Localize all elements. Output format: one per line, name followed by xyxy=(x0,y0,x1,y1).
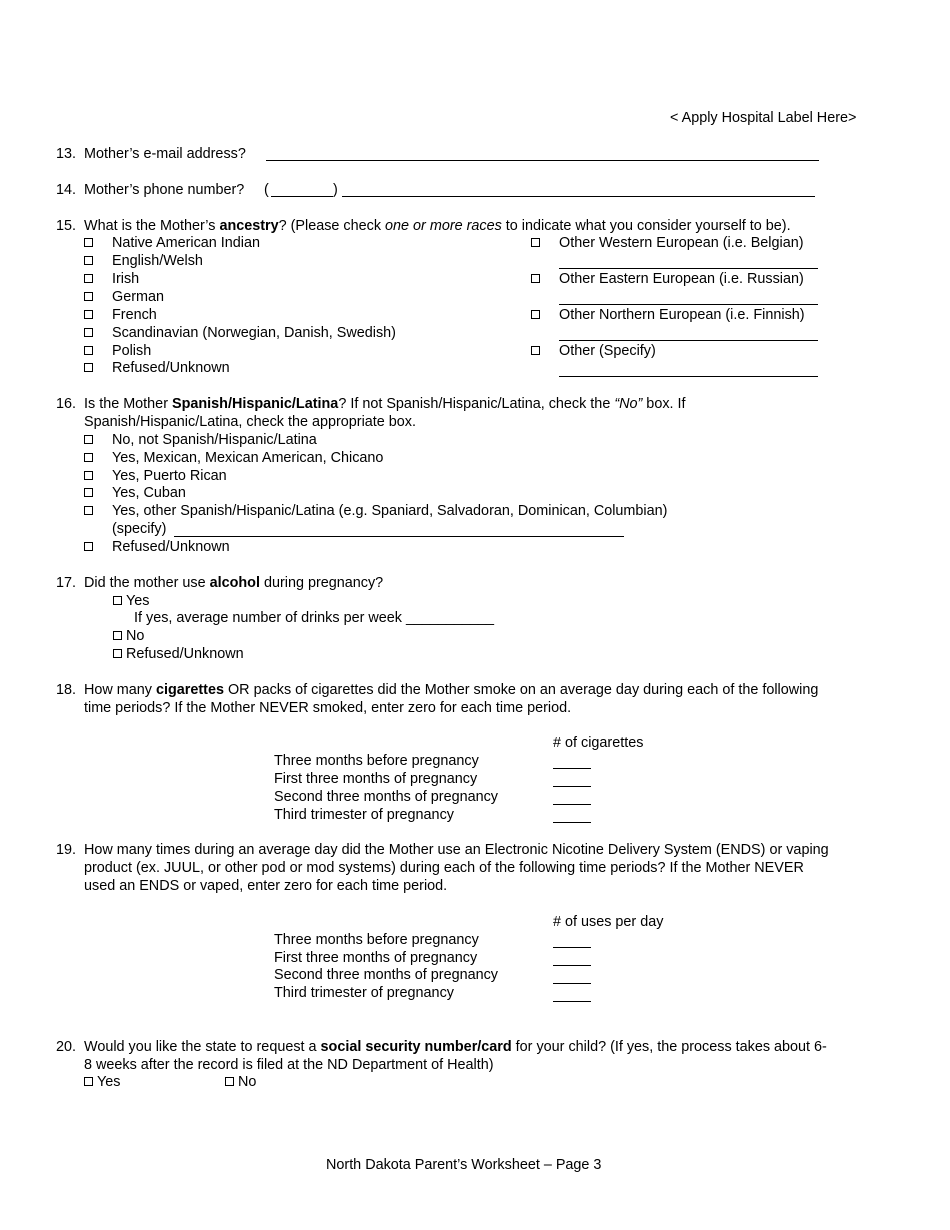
q15-question xyxy=(84,217,791,235)
q18-question-line2: time periods? If the Mother NEVER smoked, enter zero for each time period. xyxy=(84,700,572,716)
checkbox[interactable] xyxy=(84,1077,93,1086)
specify-field[interactable] xyxy=(559,267,818,269)
area-code-field[interactable] xyxy=(271,195,333,197)
q15-text-pre: What is the Mother’s xyxy=(84,218,220,234)
q19-question-line1: How many times during an average day did the Mother use an Electronic Nicotine Delivery System (ENDS) or vaping xyxy=(84,842,829,858)
checkbox[interactable] xyxy=(84,292,93,301)
cigarettes-field[interactable] xyxy=(553,785,591,787)
option-label: French xyxy=(112,307,157,323)
checkbox[interactable] xyxy=(84,453,93,462)
option-label: Yes, other Spanish/Hispanic/Latina (e.g. Spaniard, Salvadoran, Dominican, Columbian) xyxy=(112,503,668,519)
q18-text-bold: cigarettes xyxy=(155,682,224,698)
q20-question xyxy=(84,1038,827,1056)
option-label: Refused/Unknown xyxy=(126,646,244,662)
checkbox[interactable] xyxy=(84,328,93,337)
checkbox[interactable] xyxy=(531,346,540,355)
ancestry-option[interactable] xyxy=(531,234,804,252)
option-label: Scandinavian (Norwegian, Danish, Swedish) xyxy=(112,325,396,341)
q20-question-line2: 8 weeks after the record is filed at the ND Department of Health) xyxy=(84,1057,494,1073)
option-label: Native American Indian xyxy=(112,235,260,251)
q16-question xyxy=(84,395,686,413)
period-label: Three months before pregnancy xyxy=(274,753,479,769)
ancestry-option[interactable] xyxy=(84,359,230,377)
checkbox[interactable] xyxy=(113,631,122,640)
option-label: Polish xyxy=(112,343,152,359)
q15-text-bold: ancestry xyxy=(219,218,279,234)
q16-number: 16. xyxy=(56,396,77,412)
specify-field[interactable] xyxy=(559,303,818,305)
option-label: Other Eastern European (i.e. Russian) xyxy=(559,271,804,287)
option-label: No xyxy=(238,1074,257,1090)
ancestry-option[interactable] xyxy=(84,252,203,270)
option-label: No xyxy=(126,628,145,644)
checkbox[interactable] xyxy=(84,238,93,247)
checkbox[interactable] xyxy=(84,471,93,480)
specify-field[interactable] xyxy=(559,375,818,377)
phone-number-field[interactable] xyxy=(342,195,815,197)
cigarettes-column-header: # of cigarettes xyxy=(553,735,644,751)
option-label: Yes, Puerto Rican xyxy=(112,468,227,484)
checkbox[interactable] xyxy=(84,488,93,497)
q16-text-bold: Spanish/Hispanic/Latina xyxy=(171,396,339,412)
period-label: First three months of pregnancy xyxy=(274,950,478,966)
q19-question-line2: product (ex. JUUL, or other pod or mod systems) during each of the following time periods? If the Mother NEVER xyxy=(84,860,804,876)
q14-label: Mother’s phone number? xyxy=(84,182,245,198)
ancestry-option[interactable] xyxy=(84,234,260,252)
alcohol-no-option[interactable] xyxy=(113,627,144,645)
q19-number: 19. xyxy=(56,842,77,858)
area-code-close: ) xyxy=(333,182,338,198)
q19-question-line3: used an ENDS or vaped, enter zero for each time period. xyxy=(84,878,448,894)
specify-label: (specify) xyxy=(112,521,167,537)
q15-text-mid: ? (Please check xyxy=(278,218,386,234)
checkbox[interactable] xyxy=(531,274,540,283)
period-label: Second three months of pregnancy xyxy=(274,789,498,805)
q20-text-bold: social security number/card xyxy=(320,1039,512,1055)
q15-number: 15. xyxy=(56,218,77,234)
q18-question xyxy=(84,681,818,699)
checkbox[interactable] xyxy=(84,274,93,283)
hispanic-specify-field[interactable] xyxy=(174,535,624,537)
hispanic-option[interactable] xyxy=(84,484,186,502)
option-label: Refused/Unknown xyxy=(112,360,230,376)
q16-text-post: box. If xyxy=(642,396,686,412)
q14-number: 14. xyxy=(56,182,77,198)
specify-field[interactable] xyxy=(559,339,818,341)
option-label: Irish xyxy=(112,271,140,287)
option-label: Yes xyxy=(97,1074,121,1090)
ancestry-option[interactable] xyxy=(84,324,396,342)
q16-text-mid: ? If not Spanish/Hispanic/Latina, check the xyxy=(338,396,615,412)
period-label: Third trimester of pregnancy xyxy=(274,985,454,1001)
option-label: English/Welsh xyxy=(112,253,203,269)
drinks-per-week-prompt: If yes, average number of drinks per week ___________ xyxy=(134,610,494,626)
option-label: Refused/Unknown xyxy=(112,539,230,555)
option-label: Yes, Mexican, Mexican American, Chicano xyxy=(112,450,384,466)
checkbox[interactable] xyxy=(531,310,540,319)
option-label: Other (Specify) xyxy=(559,343,656,359)
q13-label: Mother’s e-mail address? xyxy=(84,146,246,162)
period-label: First three months of pregnancy xyxy=(274,771,478,787)
email-field[interactable] xyxy=(266,159,819,161)
ancestry-option[interactable] xyxy=(84,306,157,324)
q16-question-line2: Spanish/Hispanic/Latina, check the appropriate box. xyxy=(84,414,416,430)
ancestry-option[interactable] xyxy=(531,270,804,288)
option-label: Other Western European (i.e. Belgian) xyxy=(559,235,804,251)
ancestry-option[interactable] xyxy=(84,270,140,288)
ancestry-option[interactable] xyxy=(531,306,805,324)
option-label: Other Northern European (i.e. Finnish) xyxy=(559,307,805,323)
q20-number: 20. xyxy=(56,1039,77,1055)
q17-text-bold: alcohol xyxy=(209,575,260,591)
cigarettes-field[interactable] xyxy=(553,821,591,823)
hospital-label-placeholder: < Apply Hospital Label Here> xyxy=(670,110,857,126)
uses-field[interactable] xyxy=(553,946,591,948)
uses-field[interactable] xyxy=(553,964,591,966)
period-label: Three months before pregnancy xyxy=(274,932,479,948)
checkbox[interactable] xyxy=(84,363,93,372)
period-label: Second three months of pregnancy xyxy=(274,967,498,983)
hispanic-option[interactable] xyxy=(84,431,317,449)
q17-number: 17. xyxy=(56,575,77,591)
q20-text-post: for your child? (If yes, the process takes about 6- xyxy=(511,1039,827,1055)
q17-text-post: during pregnancy? xyxy=(259,575,384,591)
checkbox[interactable] xyxy=(84,346,93,355)
period-label: Third trimester of pregnancy xyxy=(274,807,454,823)
alcohol-yes-option[interactable] xyxy=(113,592,149,610)
option-label: Yes, Cuban xyxy=(112,485,186,501)
q13-number: 13. xyxy=(56,146,77,162)
cigarettes-field[interactable] xyxy=(553,767,591,769)
checkbox[interactable] xyxy=(84,506,93,515)
q16-text-pre: Is the Mother xyxy=(84,396,172,412)
area-code-open: ( xyxy=(264,182,269,198)
hispanic-option[interactable] xyxy=(84,467,227,485)
ancestry-option[interactable] xyxy=(84,288,164,306)
option-label: No, not Spanish/Hispanic/Latina xyxy=(112,432,317,448)
q15-text-post: to indicate what you consider yourself to be). xyxy=(501,218,791,234)
hispanic-option[interactable] xyxy=(84,449,384,467)
q16-text-italic: “No” xyxy=(614,396,643,412)
option-label: German xyxy=(112,289,164,305)
q17-text-pre: Did the mother use xyxy=(84,575,210,591)
checkbox[interactable] xyxy=(113,596,122,605)
uses-field[interactable] xyxy=(553,982,591,984)
cigarettes-field[interactable] xyxy=(553,803,591,805)
q20-text-pre: Would you like the state to request a xyxy=(84,1039,321,1055)
checkbox[interactable] xyxy=(113,649,122,658)
hispanic-option[interactable] xyxy=(84,538,230,556)
checkbox[interactable] xyxy=(84,256,93,265)
q18-number: 18. xyxy=(56,682,77,698)
ancestry-option[interactable] xyxy=(84,342,152,360)
checkbox[interactable] xyxy=(84,542,93,551)
checkbox[interactable] xyxy=(531,238,540,247)
q15-text-italic: one or more races xyxy=(385,218,502,234)
q17-question xyxy=(84,574,383,592)
q18-text-post: OR packs of cigarettes did the Mother smoke on an average day during each of the following xyxy=(223,682,819,698)
checkbox[interactable] xyxy=(84,435,93,444)
uses-column-header: # of uses per day xyxy=(553,914,664,930)
ssn-no-option[interactable] xyxy=(225,1073,256,1091)
checkbox[interactable] xyxy=(84,310,93,319)
page-footer: North Dakota Parent’s Worksheet – Page 3 xyxy=(326,1157,602,1173)
ancestry-option[interactable] xyxy=(531,342,656,360)
ssn-yes-option[interactable] xyxy=(84,1073,120,1091)
option-label: Yes xyxy=(126,593,150,609)
checkbox[interactable] xyxy=(225,1077,234,1086)
hispanic-option[interactable] xyxy=(84,502,668,520)
uses-field[interactable] xyxy=(553,1000,591,1002)
q18-text-pre: How many xyxy=(84,682,156,698)
alcohol-refused-option[interactable] xyxy=(113,645,244,663)
